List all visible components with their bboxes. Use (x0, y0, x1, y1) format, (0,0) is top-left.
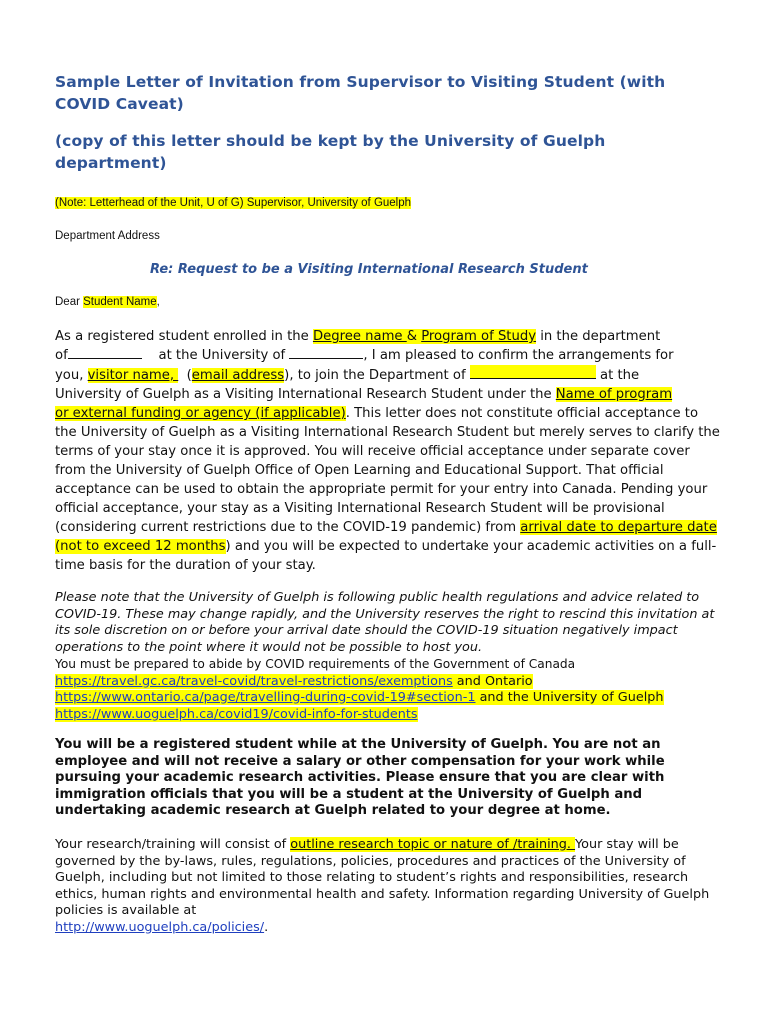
funding-program-field-2: or external funding or agency (if applicable) (55, 406, 346, 421)
p1-text-9: at the (595, 368, 640, 383)
p1-text-4: at the University of (141, 348, 290, 363)
program-of-study-field: Program of Study (421, 329, 537, 344)
p1-text-7: ( (178, 368, 192, 383)
department-address: Department Address (55, 230, 160, 242)
policies-link[interactable]: http://www.uoguelph.ca/policies/ (55, 919, 265, 935)
and-ontario-text: and Ontario (452, 673, 533, 689)
subject-line: Re: Request to be a Visiting International Research Student (150, 262, 588, 277)
guelph-covid-link[interactable]: https://www.uoguelph.ca/covid19/covid-info-for-students (55, 706, 418, 722)
email-address-field: email address (191, 368, 285, 383)
paragraph-registered-student: You will be a registered student while at the University of Guelph. You are not an employee and will not receive a salary or other compensation for your work while pursuing your academic research activities. Please ensure that you are clear with immigration officials that you will be a student at the University of Guelph and undertaking academic research at Guelph related to your degree at home. (55, 737, 665, 819)
p1-text-8: ), to join the Department of (284, 368, 470, 383)
canada-requirements-text: You must be prepared to abide by COVID requirements of the Government of Canada (55, 657, 576, 671)
copy-note-line-1: (copy of this letter should be kept by the University of Guelph (55, 132, 606, 150)
funding-program-field-1: Name of program (555, 387, 673, 402)
covid-caveat-text: Please note that the University of Guelph is following public health regulations and advice related to COVID-19. These may change rapidly, and the University reserves the right to rescind this invitation at its sole discretion on or before your arrival date should the COVID-19 situation negatively impact operations to the point where it would not be possible to host you. (55, 590, 715, 655)
research-topic-field: outline research topic or nature of /training. (290, 837, 576, 852)
paragraph-research (55, 837, 720, 937)
greeting-prefix: Dear (55, 296, 84, 308)
paragraph-covid (55, 590, 720, 723)
university-blank (289, 346, 363, 359)
stay-limit-note: (not to exceed 12 months (55, 539, 226, 554)
p1-text-1: As a registered student enrolled in the (55, 329, 313, 344)
student-name-field: Student Name (83, 296, 157, 308)
p1-text-12: ) and you will be expected to undertake your academic activities on a full-time basis for the duration of your stay. (55, 539, 717, 573)
paragraph-arrangements (55, 327, 720, 575)
p1-text-10: University of Guelph as a Visiting International Research Student under the (55, 387, 556, 402)
host-department-blank (470, 365, 596, 379)
degree-name-field: Degree name (312, 329, 407, 344)
department-blank (68, 346, 142, 359)
p1-text-2: in the department (536, 329, 661, 344)
title-line-2: COVID Caveat) (55, 95, 184, 113)
p1-text-11: . This letter does not constitute official acceptance to the University of Guelph as a Visiting International Research Student but merely serves to clarify the terms of your stay once it is approved. You will receive official acceptance under separate cover from the University of Guelph Office of Open Learning and Educational Support. That official acceptance can be used to obtain the appropriate permit for your entry into Canada. Pending your official acceptance, your stay as a Visiting International Research Student will be provisional (considering current restrictions due to the COVID-19 pandemic) from (55, 406, 720, 535)
p1-text-3: of (55, 348, 68, 363)
ontario-covid-link[interactable]: https://www.ontario.ca/page/travelling-during-covid-19#section-1 (55, 690, 476, 705)
canada-covid-link[interactable]: https://travel.gc.ca/travel-covid/travel-restrictions/exemptions (55, 673, 453, 689)
p1-text-5: , I am pleased to confirm the arrangements for (363, 348, 674, 363)
letterhead-note (55, 196, 411, 211)
p1-ampersand: & (406, 329, 422, 344)
title-line-1: Sample Letter of Invitation from Supervisor to Visiting Student (with (55, 73, 666, 91)
greeting-suffix: , (156, 296, 160, 308)
p4-text-1: Your research/training will consist of (55, 837, 291, 852)
letterhead-note-text: (Note: Letterhead of the Unit, U of G) Supervisor, University of Guelph (55, 197, 412, 209)
arrival-departure-dates-field: arrival date to departure date (520, 520, 717, 535)
copy-note-title (55, 130, 720, 174)
p1-text-6: you, (55, 368, 88, 383)
copy-note-line-2: department) (55, 154, 167, 172)
and-guelph-text: and the University of Guelph (475, 690, 664, 705)
letter-title (55, 71, 720, 115)
greeting (55, 295, 160, 310)
p4-text-2: Your stay will be governed by the by-laws, rules, regulations, policies, procedures and practices of the University of Guelph, including but not limited to those relating to student’s rights and responsibilities, research ethics, human rights and environmental health and safety. Information regarding University of Guelph policies is available at (55, 837, 710, 919)
p4-end: . (264, 919, 269, 935)
visitor-name-field: visitor name, (87, 368, 179, 383)
